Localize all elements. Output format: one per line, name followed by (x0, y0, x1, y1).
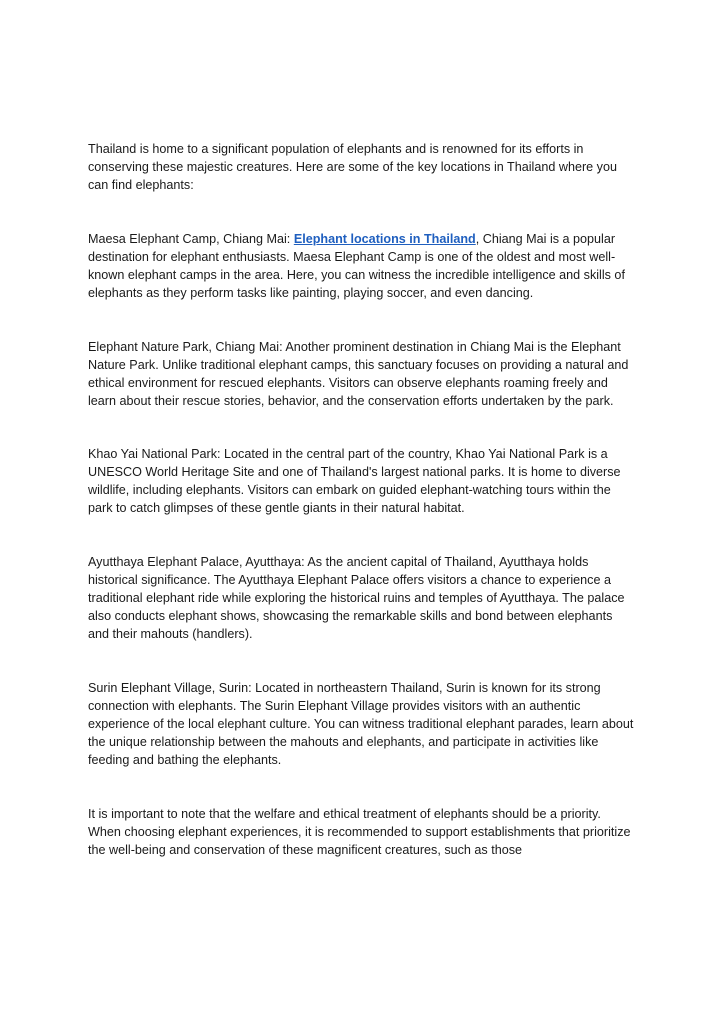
document-body (88, 140, 636, 895)
paragraph-nature-park: Elephant Nature Park, Chiang Mai: Another prominent destination in Chiang Mai is the Elephant Nature Park. Unlike traditional elephant camps, this sanctuary focuses on providing a natural and ethical environment for rescued elephants. Visitors can observe elephants roaming freely and learn about their rescue stories, behavior, and the conservation efforts undertaken by the park. (88, 340, 629, 408)
elephant-locations-link[interactable]: Elephant locations in Thailand (293, 232, 476, 246)
paragraph-khao-yai: Khao Yai National Park: Located in the central part of the country, Khao Yai National Park is a UNESCO World Heritage Site and one of Thailand's largest national parks. It is home to diverse wildlife, including elephants. Visitors can embark on guided elephant-watching tours within the park to catch glimpses of these gentle giants in their natural habitat. (88, 447, 621, 515)
paragraph-closing: It is important to note that the welfare and ethical treatment of elephants should be a priority. When choosing elephant experiences, it is recommended to support establishments that prioritize the well-being and conservation of these magnificent creatures, such as those (88, 807, 631, 857)
paragraph-ayutthaya: Ayutthaya Elephant Palace, Ayutthaya: As the ancient capital of Thailand, Ayutthaya holds historical significance. The Ayutthaya Elephant Palace offers visitors a chance to experience a traditional elephant ride while exploring the historical ruins and temples of Ayutthaya. The palace also conducts elephant shows, showcasing the remarkable skills and bond between elephants and their mahouts (handlers). (88, 555, 625, 641)
paragraph-maesa-rest: , Chiang Mai is a popular destination for elephant enthusiasts. Maesa Elephant Camp is one of the oldest and most well-known elephant camps in the area. Here, you can witness the incredible intelligence and skills of elephants as they perform tasks like painting, playing soccer, and even dancing. (88, 232, 625, 300)
paragraph-maesa-lead: Maesa Elephant Camp, Chiang Mai: (88, 232, 294, 246)
paragraph-maesa (88, 230, 636, 302)
paragraph-intro: Thailand is home to a significant population of elephants and is renowned for its efforts in conserving these majestic creatures. Here are some of the key locations in Thailand where you can find elephants: (88, 142, 617, 192)
paragraph-surin: Surin Elephant Village, Surin: Located in northeastern Thailand, Surin is known for its strong connection with elephants. The Surin Elephant Village provides visitors with an authentic experience of the local elephant culture. You can witness traditional elephant parades, learn about the unique relationship between the mahouts and elephants, and participate in activities like feeding and bathing the elephants. (88, 681, 634, 767)
